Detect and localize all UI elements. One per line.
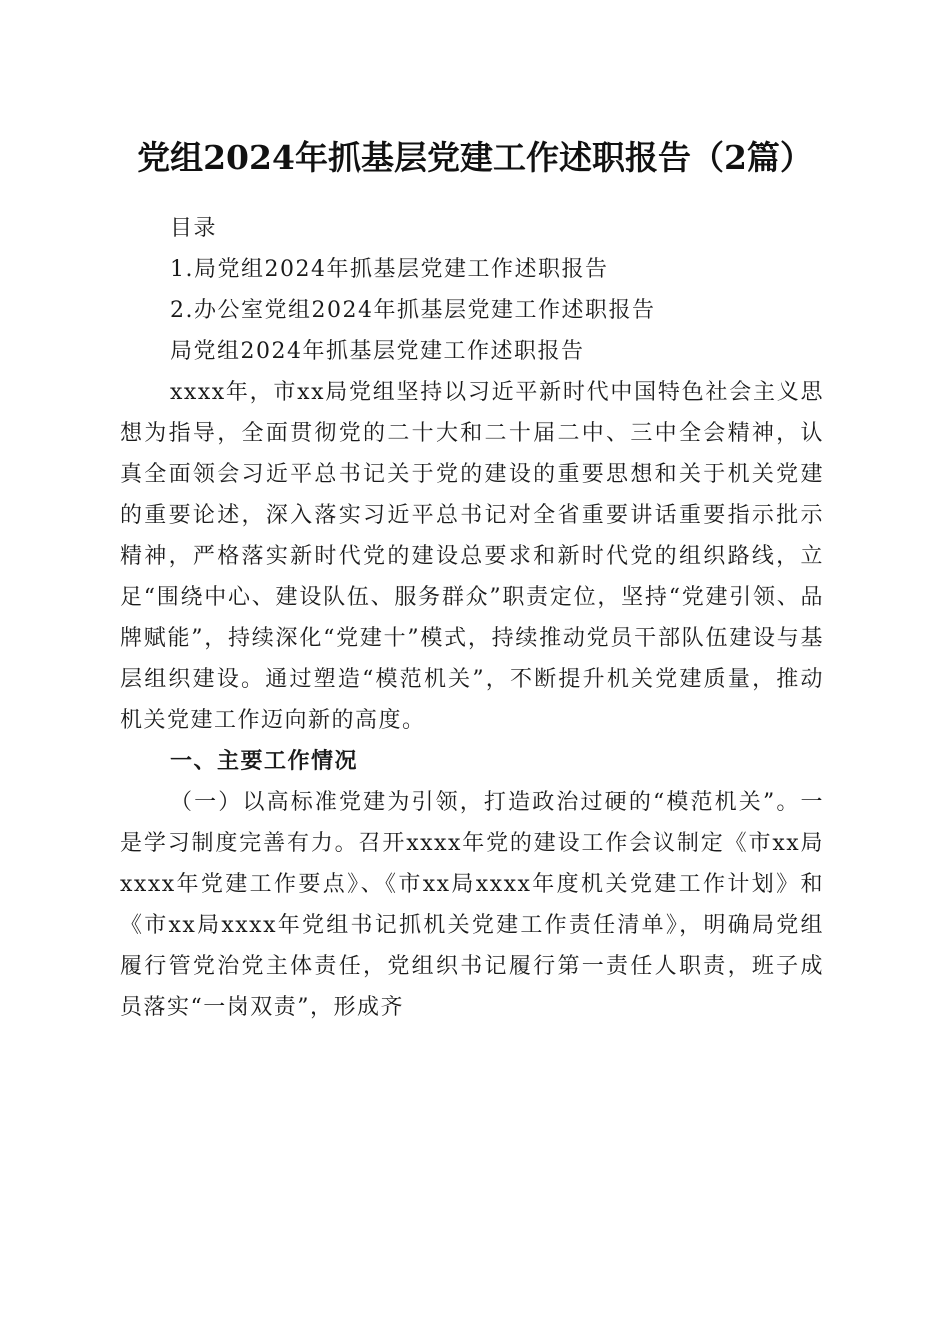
toc-item-1: 1.局党组2024年抓基层党建工作述职报告 [170,257,609,282]
toc-label: 目录 [170,216,218,241]
document-body [120,208,824,1028]
paragraph-1: （一）以高标准党建为引领，打造政治过硬的“模范机关”。一是学习制度完善有力。召开xxxx年党的建设工作会议制定《市xx局xxxx年党建工作要点》、《市xx局xxxx年度机关党建工作计划》和《市xx局xxxx年党组书记抓机关党建工作责任清单》，明确局党组履行管党治党主体责任，党组织书记履行第一责任人职责，班子成员落实“一岗双责”，形成齐 [120,790,824,1020]
section-title: 局党组2024年抓基层党建工作述职报告 [170,339,585,364]
intro-paragraph: xxxx年，市xx局党组坚持以习近平新时代中国特色社会主义思想为指导，全面贯彻党的二十大和二十届二中、三中全会精神，认真全面领会习近平总书记关于党的建设的重要思想和关于机关党建的重要论述，深入落实习近平总书记对全省重要讲话重要指示批示精神，严格落实新时代党的建设总要求和新时代党的组织路线，立足“围绕中心、建设队伍、服务群众”职责定位，坚持“党建引领、品牌赋能”，持续深化“党建十”模式，持续推动党员干部队伍建设与基层组织建设。通过塑造“模范机关”，不断提升机关党建质量，推动机关党建工作迈向新的高度。 [120,380,824,733]
heading-main-work: 一、主要工作情况 [170,749,359,774]
document-title: 党组2024年抓基层党建工作述职报告（2篇） [137,138,813,177]
toc-item-2: 2.办公室党组2024年抓基层党建工作述职报告 [170,298,656,323]
